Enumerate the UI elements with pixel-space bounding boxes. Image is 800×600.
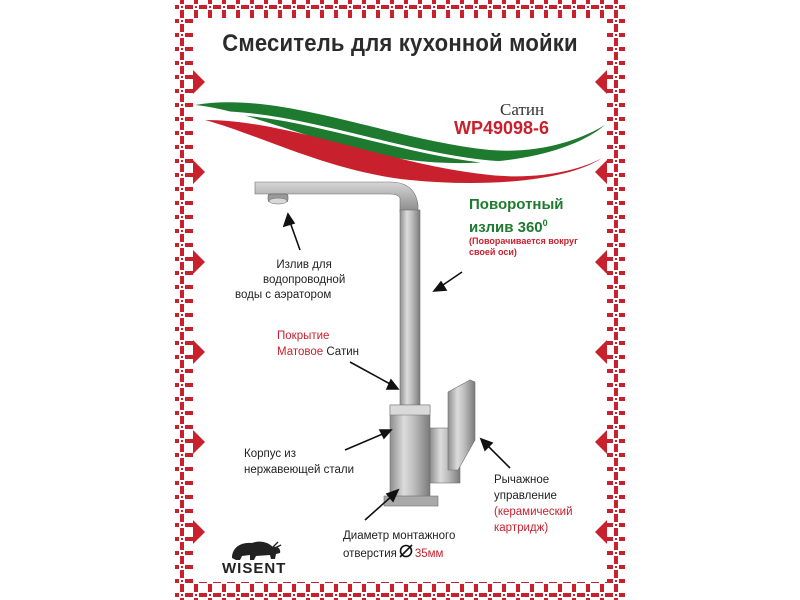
mount-line2: отверстия bbox=[343, 547, 397, 560]
coating-label bbox=[277, 328, 359, 360]
body-label-line2: нержавеющей стали bbox=[244, 464, 354, 476]
body-label-line1: Корпус из bbox=[244, 448, 296, 460]
diameter-icon bbox=[398, 544, 414, 563]
page-title: Смеситель для кухонной мойки bbox=[222, 30, 578, 57]
swivel-note-line2: своей оси) bbox=[469, 247, 517, 257]
spout-label bbox=[234, 258, 346, 303]
spout-label-line2: водопроводной bbox=[263, 274, 346, 286]
coating-line1: Покрытие bbox=[277, 330, 330, 342]
coating-satin: Сатин bbox=[323, 346, 359, 358]
mount-size: 35мм bbox=[414, 547, 444, 560]
lever-line2: управление bbox=[494, 490, 557, 502]
swivel-label bbox=[469, 196, 564, 237]
lever-line1: Рычажное bbox=[494, 474, 550, 486]
model-number: WP49098-6 bbox=[454, 118, 550, 138]
body-label bbox=[244, 446, 354, 478]
swivel-line2: излив 360 bbox=[469, 219, 543, 236]
mount-label bbox=[343, 528, 455, 563]
lever-label bbox=[494, 472, 573, 536]
lever-line3: (керамический bbox=[494, 506, 573, 518]
bison-logo-icon bbox=[226, 536, 286, 562]
brand-logo: WISENT bbox=[222, 560, 287, 577]
lever-line4: картридж) bbox=[494, 522, 549, 534]
coating-matte: Матовое bbox=[277, 346, 324, 358]
mount-line1: Диаметр монтажного bbox=[343, 530, 456, 542]
spout-label-line3: воды с аэратором bbox=[234, 289, 332, 301]
swivel-line1: Поворотный bbox=[469, 196, 564, 213]
finish-label: Сатин bbox=[500, 100, 545, 119]
swivel-degree: 0 bbox=[542, 218, 548, 228]
spout-label-line1: Излив для bbox=[276, 259, 332, 271]
swivel-note bbox=[469, 236, 578, 258]
swivel-note-line1: (Поворачивается вокруг bbox=[469, 236, 578, 246]
